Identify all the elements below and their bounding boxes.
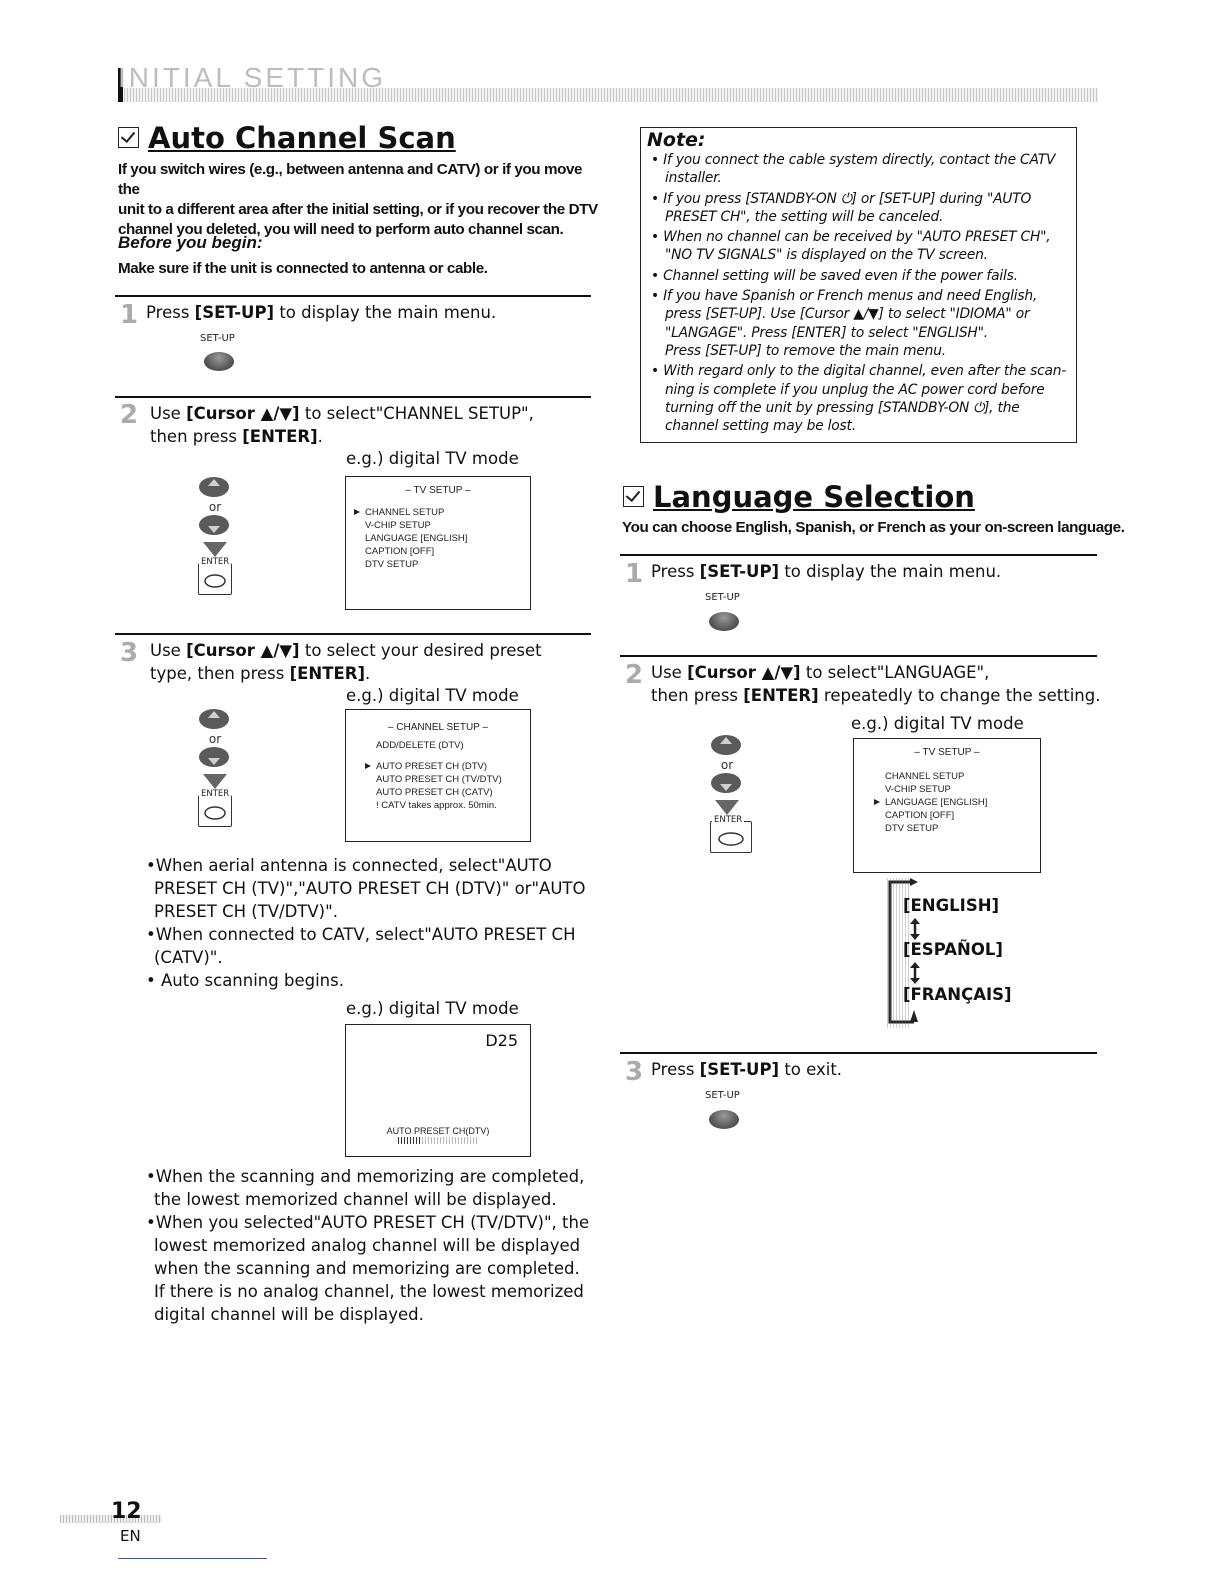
cursor-up-button-icon: [710, 734, 742, 756]
remote-keys: [198, 476, 232, 595]
step-number: 2: [120, 400, 139, 430]
double-arrow-icon: [908, 918, 922, 940]
checkbox-icon: [623, 486, 644, 507]
scan-progress-track: [398, 1137, 478, 1144]
screen-menu-item: DTV SETUP: [365, 559, 419, 570]
auto-scan-title: Auto Channel Scan: [118, 121, 456, 155]
enter-button-icon: [710, 821, 752, 853]
screen-menu-item: AUTO PRESET CH (DTV): [365, 760, 530, 773]
note-item: • If you connect the cable system directly, contact the CATV installer.: [651, 152, 1056, 187]
enter-key-label: ENTER: [201, 789, 230, 799]
enter-button-icon: [198, 563, 232, 595]
step-number: 2: [625, 660, 644, 690]
step-divider: [115, 633, 591, 635]
cursor-pointer-icon: [365, 763, 371, 769]
or-label: or: [720, 758, 734, 772]
scan-label: AUTO PRESET CH(DTV): [386, 1126, 490, 1136]
cursor-down-button-icon: [710, 772, 742, 794]
scanning-screen: [345, 1024, 531, 1157]
step-number: 1: [625, 559, 644, 589]
setup-button-icon: [709, 1110, 739, 1129]
step-divider: [115, 396, 591, 398]
arrow-down-icon: [203, 774, 227, 789]
remote-keys: [198, 708, 232, 827]
step-text: Press [SET-UP] to display the main menu.: [651, 562, 1002, 581]
setup-key-label: SET-UP: [705, 592, 740, 603]
example-caption: e.g.) digital TV mode: [346, 999, 519, 1018]
screen-menu-item: ADD/DELETE (DTV): [376, 740, 464, 751]
scan-after-notes: •When the scanning and memorizing are completed, the lowest memorized channel will be displayed. •When you selected"AUTO PRESET CH (TV/DTV)", the lowest memorized analog channel will be displayed when the scanning and memorizing are completed. If there is no analog channel, the lowest memorized digital channel will be displayed.: [146, 1167, 590, 1324]
screen-menu-item: CAPTION [OFF]: [885, 810, 955, 821]
checkbox-icon: [118, 127, 139, 148]
note-item: • With regard only to the digital channel, even after the scan- ning is complete if you unplug the AC power cord before turning off the unit by pressing [STANDBY-ON ⏻], the channel setting may be lost.: [651, 363, 1067, 435]
cursor-up-button-icon: [198, 708, 230, 730]
example-caption: e.g.) digital TV mode: [346, 449, 519, 468]
language-option-espanol: [ESPAÑOL]: [903, 940, 1003, 959]
step3-bullets: •When aerial antenna is connected, select"AUTO PRESET CH (TV)","AUTO PRESET CH (DTV)" or"AUTO PRESET CH (TV/DTV)". •When connected to CATV, select"AUTO PRESET CH (CATV)". • Auto scanning begins.: [146, 856, 586, 990]
language-option-english: [ENGLISH]: [903, 896, 1000, 915]
page-header-title: INITIAL SETTING: [118, 62, 386, 93]
step-divider: [620, 655, 1097, 657]
language-lead: You can choose English, Spanish, or French as your on-screen language.: [622, 519, 1125, 536]
screen-menu-item: AUTO PRESET CH (TV/DTV): [376, 774, 502, 785]
step-text: Press [SET-UP] to display the main menu.: [146, 303, 497, 322]
scan-progress-fill: [398, 1137, 422, 1144]
cursor-pointer-icon: [874, 799, 880, 805]
step-text: Press [SET-UP] to exit.: [651, 1060, 843, 1079]
enter-key-label: ENTER: [714, 815, 743, 825]
tv-setup-screen: [853, 738, 1041, 873]
remote-keys: [710, 734, 744, 853]
screen-menu-item: CHANNEL SETUP: [354, 506, 530, 519]
screen-menu-item: V-CHIP SETUP: [365, 520, 431, 531]
step-divider: [620, 554, 1097, 556]
cursor-down-button-icon: [198, 746, 230, 768]
enter-key-label: ENTER: [201, 557, 230, 567]
note-box: [640, 127, 1077, 443]
note-item: • If you have Spanish or French menus and need English, press [SET-UP]. Use [Cursor ▲/▼] to select "IDIOMA" or "LANGAGE". Press [ENTER] to select "ENGLISH". Press [SET-UP] to remove the main menu.: [651, 288, 1038, 359]
screen-title: – TV SETUP –: [405, 485, 471, 496]
note-title: Note:: [647, 129, 706, 151]
before-you-begin-title: Before you begin:: [118, 233, 263, 252]
screen-menu-item: DTV SETUP: [885, 823, 939, 834]
cursor-up-button-icon: [198, 476, 230, 498]
screen-menu-item: ! CATV takes approx. 50min.: [376, 800, 497, 811]
setup-key-label: SET-UP: [200, 333, 235, 344]
before-you-begin-text: Make sure if the unit is connected to antenna or cable.: [118, 260, 488, 277]
screen-menu-item: LANGUAGE [ENGLISH]: [874, 796, 1040, 809]
step-divider: [115, 295, 591, 297]
setup-key-label: SET-UP: [705, 1090, 740, 1101]
page-language: EN: [120, 1527, 141, 1545]
page-number: 12: [111, 1499, 142, 1524]
screen-menu-item: LANGUAGE [ENGLISH]: [365, 533, 468, 544]
arrow-down-icon: [203, 542, 227, 557]
screen-menu-item: CAPTION [OFF]: [365, 546, 435, 557]
double-arrow-icon: [908, 962, 922, 984]
arrow-down-icon: [715, 800, 739, 815]
note-item: • When no channel can be received by "AUTO PRESET CH", "NO TV SIGNALS" is displayed on the TV screen.: [651, 229, 1051, 264]
enter-button-icon: [198, 795, 232, 827]
step-divider: [620, 1052, 1097, 1054]
step-text: Use [Cursor ▲/▼] to select your desired preset type, then press [ENTER].: [150, 641, 542, 683]
note-item: • If you press [STANDBY-ON ⏻] or [SET-UP] during "AUTO PRESET CH", the setting will be canceled.: [651, 190, 1032, 225]
step-text: Use [Cursor ▲/▼] to select"LANGUAGE", then press [ENTER] repeatedly to change the setting.: [651, 663, 1101, 705]
screen-menu-item: CHANNEL SETUP: [885, 771, 965, 782]
step-number: 1: [120, 300, 139, 330]
tv-setup-screen: [345, 476, 531, 610]
screen-menu-item: V-CHIP SETUP: [885, 784, 951, 795]
cursor-pointer-icon: [354, 509, 360, 515]
language-option-francais: [FRANÇAIS]: [903, 985, 1012, 1004]
footer-line: [118, 1558, 267, 1559]
example-caption: e.g.) digital TV mode: [346, 686, 519, 705]
setup-button-icon: [204, 352, 234, 371]
auto-scan-lead: If you switch wires (e.g., between antenna and CATV) or if you move the unit to a different area after the initial setting, or if you recover the DTV channel you deleted, you will need to perform auto channel scan.: [118, 161, 598, 238]
setup-button-icon: [709, 612, 739, 631]
language-title: Language Selection: [623, 480, 975, 514]
or-label: or: [208, 500, 222, 514]
scan-channel-number: D25: [485, 1031, 518, 1050]
example-caption: e.g.) digital TV mode: [851, 714, 1024, 733]
or-label: or: [208, 732, 222, 746]
screen-menu-item: AUTO PRESET CH (CATV): [376, 787, 493, 798]
step-number: 3: [625, 1057, 644, 1087]
step-number: 3: [120, 638, 139, 668]
note-item: • Channel setting will be saved even if the power fails.: [651, 267, 1018, 284]
screen-title: – TV SETUP –: [914, 747, 980, 758]
screen-title: – CHANNEL SETUP –: [387, 722, 489, 733]
cursor-down-button-icon: [198, 514, 230, 536]
step-text: Use [Cursor ▲/▼] to select"CHANNEL SETUP", then press [ENTER].: [150, 404, 534, 446]
channel-setup-screen: [345, 709, 531, 842]
